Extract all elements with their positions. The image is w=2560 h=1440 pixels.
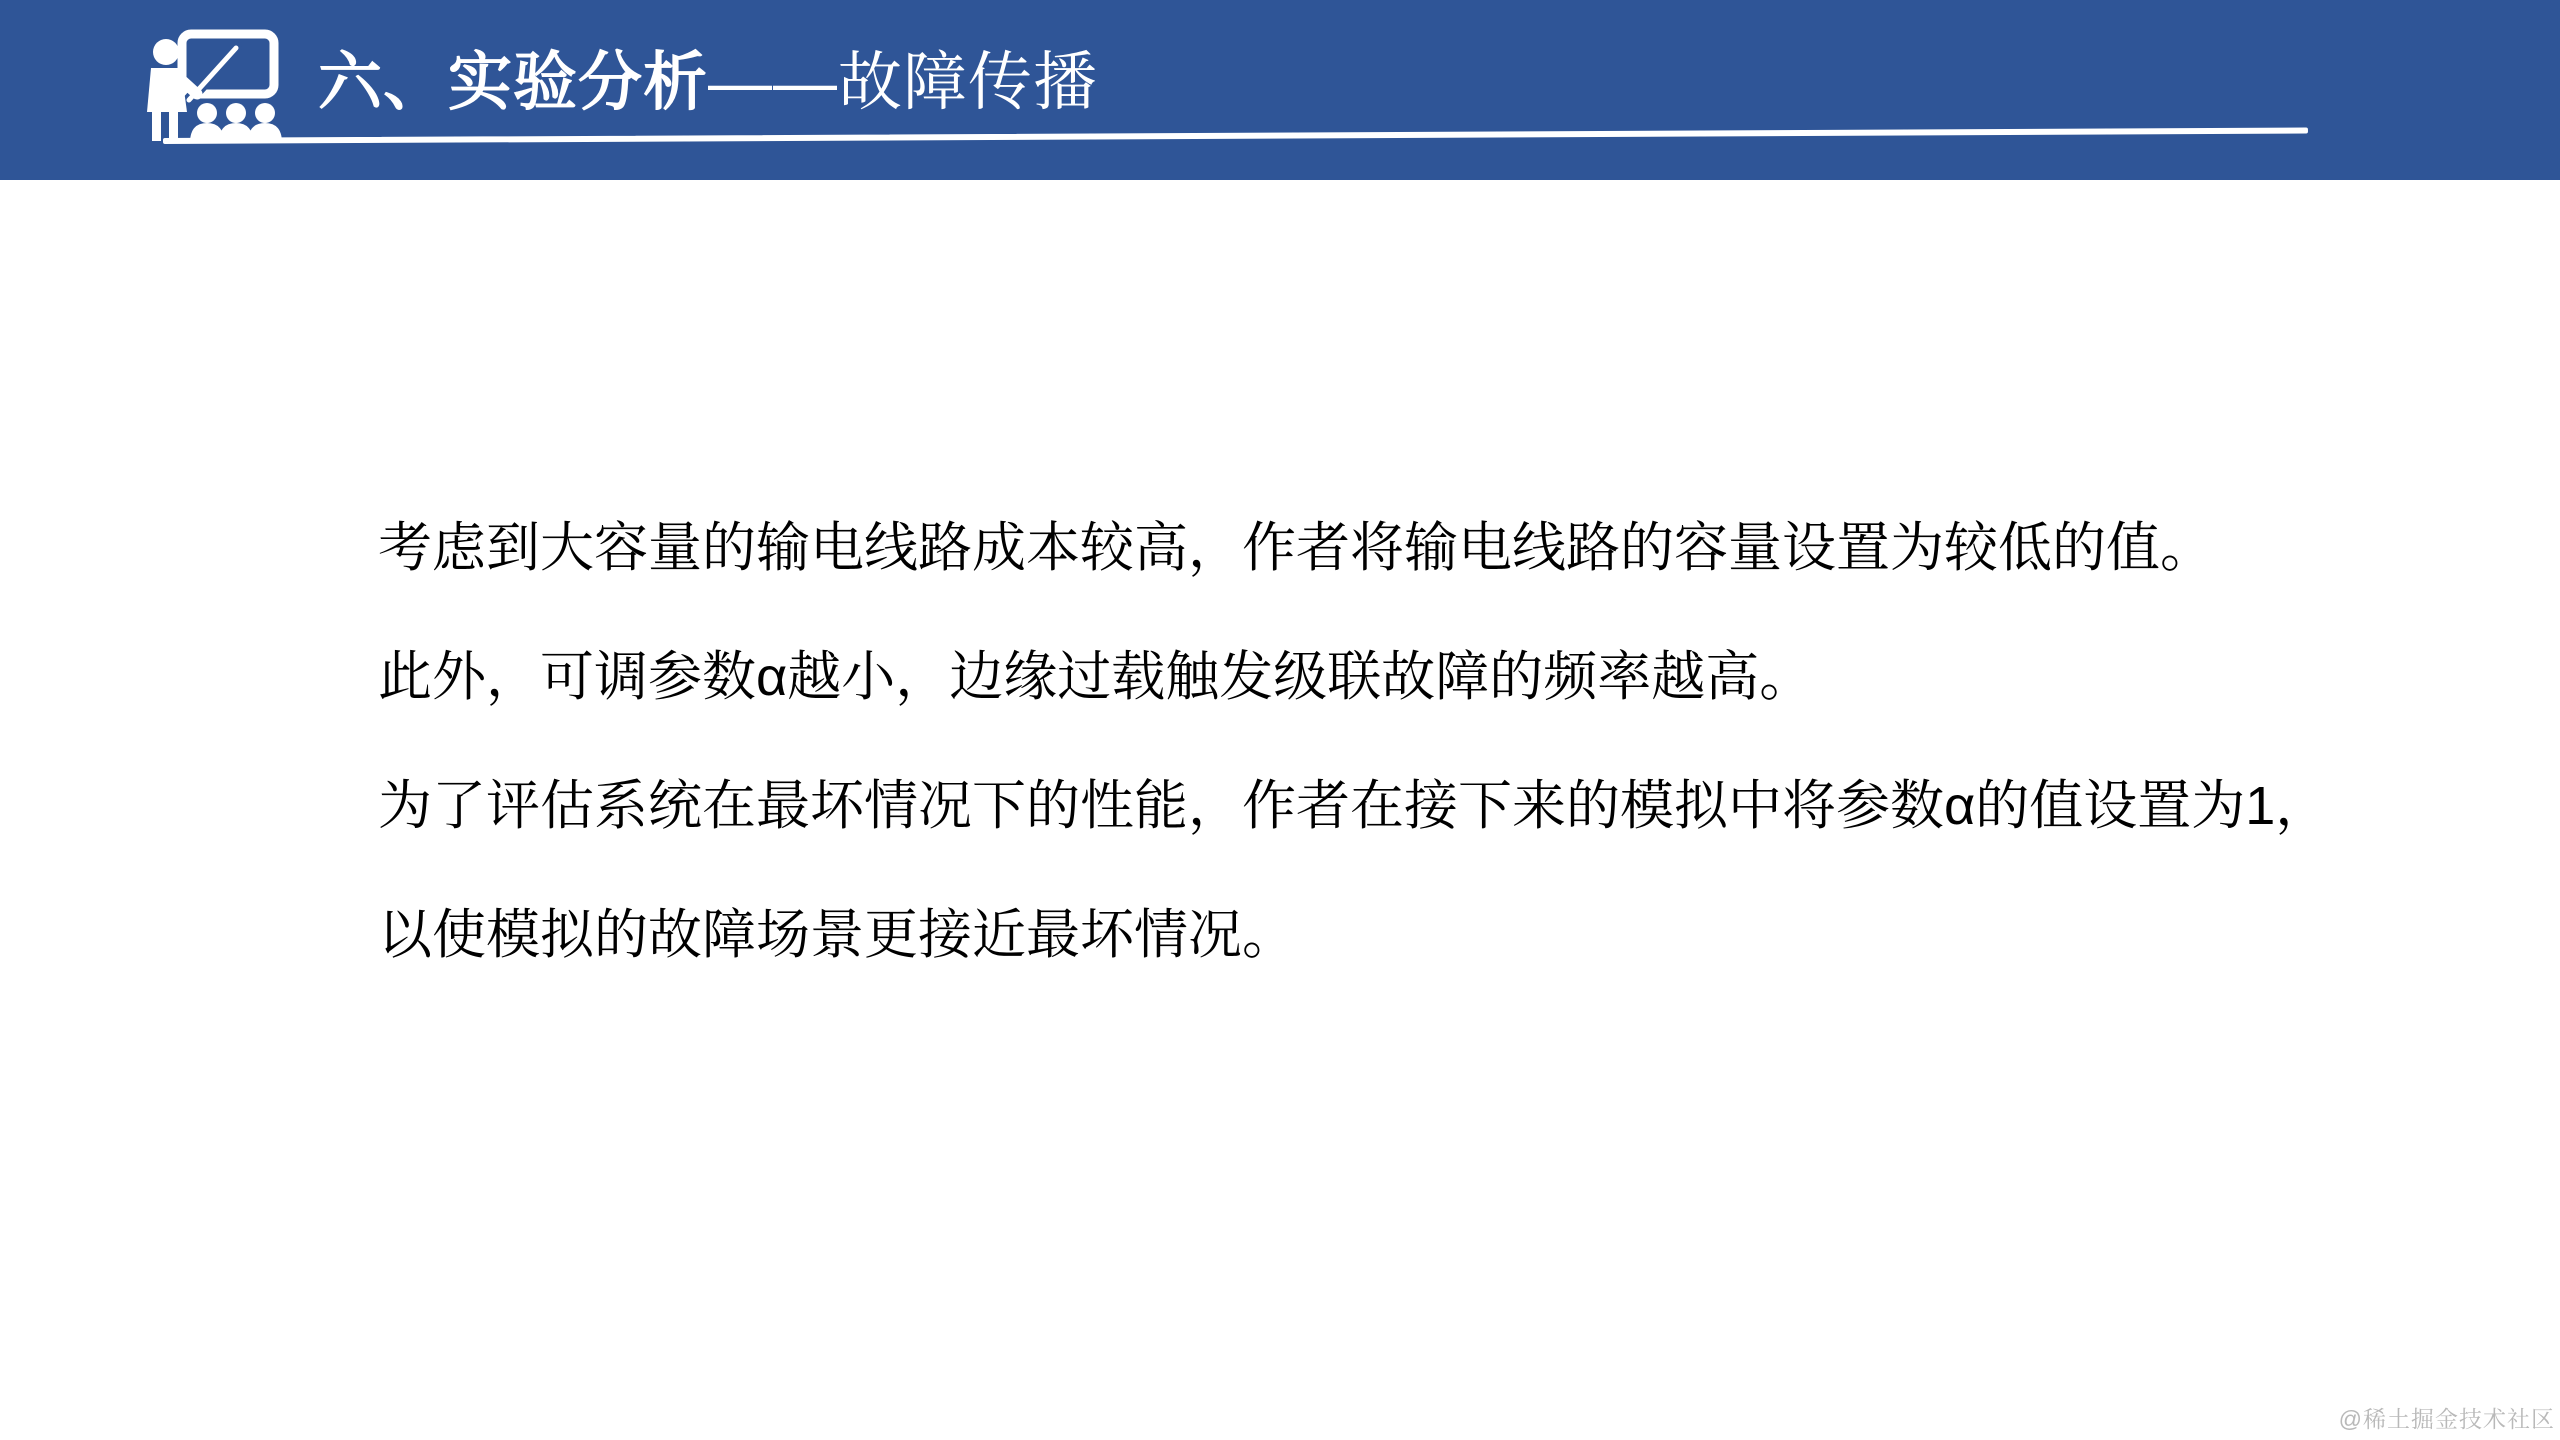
body-paragraph: 此外，可调参数α越小，边缘过载触发级联故障的频率越高。 xyxy=(378,647,1814,707)
watermark: @稀土掘金技术社区 xyxy=(2338,1406,2555,1432)
page-title xyxy=(318,44,1098,120)
slide-body xyxy=(378,484,2428,1000)
body-paragraph: 为了评估系统在最坏情况下的性能，作者在接下来的模拟中将参数α的值设置为1， xyxy=(378,776,2330,836)
body-paragraph: 以使模拟的故障场景更接近最坏情况。 xyxy=(378,905,1296,965)
presenter-figure xyxy=(147,39,197,141)
body-paragraph: 考虑到大容量的输电线路成本较高，作者将输电线路的容量设置为较低的值。 xyxy=(378,518,2214,578)
presenter-training-icon xyxy=(135,10,345,150)
page-title-subtitle: ——故障传播 xyxy=(708,46,1098,118)
title-underline xyxy=(163,128,2308,144)
page-title-section-number: 六、实验分析 xyxy=(318,46,708,118)
header-bar xyxy=(0,0,2560,180)
